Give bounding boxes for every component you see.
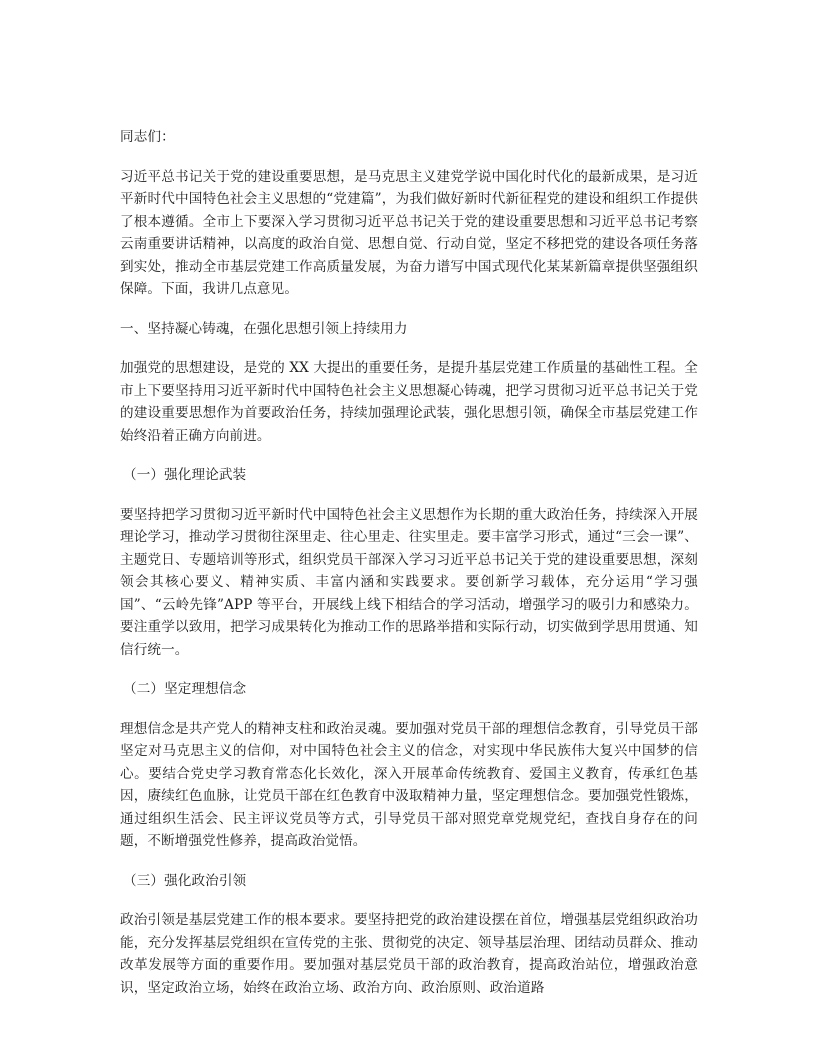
document-body [120, 126, 698, 1016]
subsection-heading-2: （二）坚定理想信念 [123, 681, 247, 697]
subsection-heading-1: （一）强化理论武装 [123, 467, 247, 483]
subsection-heading-3: （三）强化政治引领 [123, 872, 247, 889]
subsection-1-paragraph: 要坚持把学习贯彻习近平新时代中国特色社会主义思想作为长期的重大政治任务，持续深入开展理论学习，推动学习贯彻往深里走、往心里走、往实里走。要丰富学习形式，通过“三会一课”、主题党日、专题培训等形式，组织党员干部深入学习习近平总书记关于党的建设重要思想，深刻领会其核心要义、精神实质、丰富内涵和实践要求。要创新学习载体，充分运用“学习强国”、“云岭先锋”APP 等平台，开展线上线下相结合的学习活动，增强学习的吸引力和感染力。要注重学以致用，把学习成果转化为推动工作的思路举措和实际行动，切实做到学思用贯通、知信行统一。 [120, 506, 698, 658]
salutation: 同志们： [120, 129, 175, 145]
section-1-paragraph: 加强党的思想建设，是党的 XX 大提出的重要任务，是提升基层党建工作质量的基础性工程。全市上下要坚持用习近平新时代中国特色社会主义思想凝心铸魂，把学习贯彻习近平总书记关于党的建设重要思想作为首要政治任务，持续加强理论武装，强化思想引领，确保全市基层党建工作始终沿着正确方向前进。 [120, 360, 698, 444]
section-heading-1: 一、坚持凝心铸魂，在强化思想引领上持续用力 [120, 320, 408, 337]
intro-paragraph: 习近平总书记关于党的建设重要思想，是马克思主义建党学说中国化时代化的最新成果，是习近平新时代中国特色社会主义思想的“党建篇”，为我们做好新时代新征程党的建设和组织工作提供了根本遵循。全市上下要深入学习贯彻习近平总书记关于党的建设重要思想和习近平总书记考察云南重要讲话精神，以高度的政治自觉、思想自觉、行动自觉，坚定不移把党的建设各项任务落到实处，推动全市基层党建工作高质量发展，为奋力谱写中国式现代化某某新篇章提供坚强组织保障。下面，我讲几点意见。 [120, 168, 698, 297]
subsection-2-paragraph: 理想信念是共产党人的精神支柱和政治灵魂。要加强对党员干部的理想信念教育，引导党员干部坚定对马克思主义的信仰，对中国特色社会主义的信念，对实现中华民族伟大复兴中国梦的信心。要结合党史学习教育常态化长效化，深入开展革命传统教育、爱国主义教育，传承红色基因，赓续红色血脉，让党员干部在红色教育中汲取精神力量，坚定理想信念。要加强党性锻炼，通过组织生活会、民主评议党员等方式，引导党员干部对照党章党规党纪，查找自身存在的问题，不断增强党性修养，提高政治觉悟。 [120, 720, 698, 849]
subsection-3-paragraph: 政治引领是基层党建工作的根本要求。要坚持把党的政治建设摆在首位，增强基层党组织政治功能，充分发挥基层党组织在宣传党的主张、贯彻党的决定、领导基层治理、团结动员群众、推动改革发展等方面的重要作用。要加强对基层党员干部的政治教育，提高政治站位，增强政治意识，坚定政治立场，始终在政治立场、政治方向、政治原则、政治道路 [120, 912, 698, 996]
